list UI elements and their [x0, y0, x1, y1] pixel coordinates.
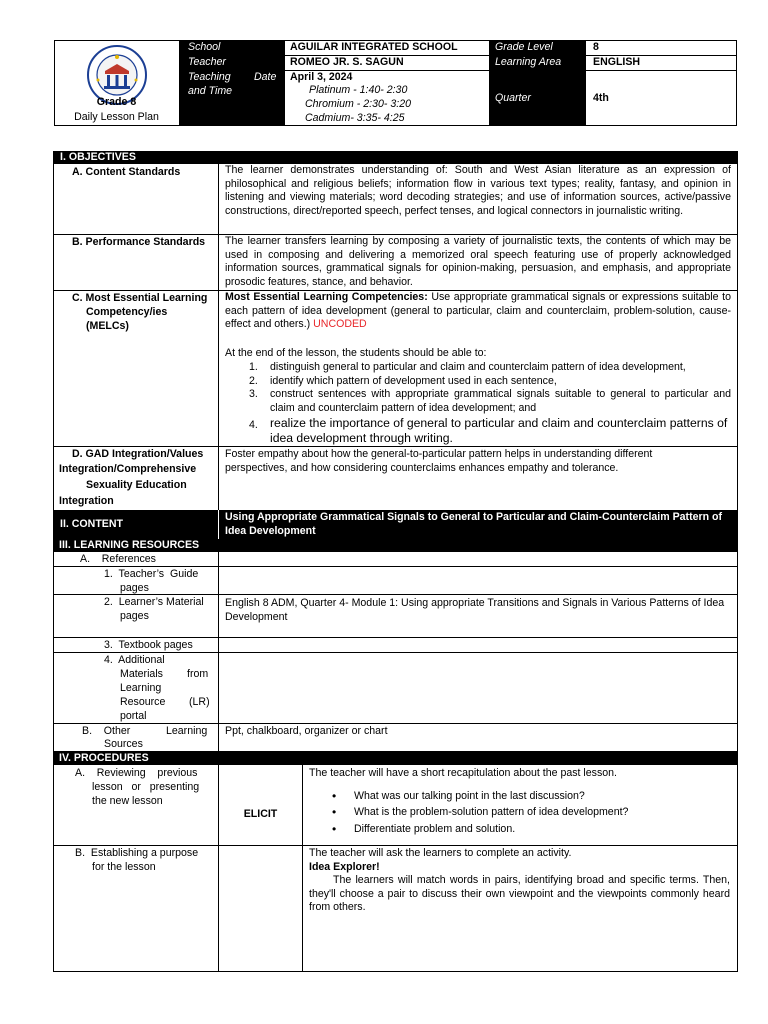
melcs-label-2: Competency/ies	[86, 306, 168, 318]
other-label-1: B. Other	[82, 725, 131, 737]
learning-area-value: ENGLISH	[593, 56, 641, 68]
proc-b-text: The learners will match words in pairs, identifying broad and specific terms. Then, they'll choose a pair to discuss their own viewpoint and the viewpoints commonly heard from others.	[309, 874, 730, 914]
quarter-value: 4th	[593, 92, 609, 104]
proc-b-label-2: for the lesson	[92, 861, 156, 873]
procedures-heading: IV. PROCEDURES	[59, 752, 149, 764]
tg-label-2: pages	[120, 582, 149, 594]
label-grade-level: Grade Level	[495, 41, 553, 53]
time-platinum: Platinum - 1:40- 2:30	[309, 84, 408, 96]
lm-value: English 8 ADM, Quarter 4- Module 1: Using appropriate Transitions and Signals in Various Patterns of Idea Development	[225, 597, 725, 623]
references-label: A. References	[80, 553, 156, 565]
proc-b-title: Idea Explorer!	[309, 861, 380, 873]
proc-a-intro: The teacher will have a short recapitulation about the past lesson.	[309, 767, 617, 779]
procedures-heading-row	[53, 751, 738, 765]
performance-standards-text: The learner transfers learning by composing a variety of journalistic texts, the contents of which may be used in composing and delivering a memorized oral speech featuring use of properly acknowledged information sources, grammatical signals for opinion-making, persuasion, and emphasis, and appropriate prosodic features, stance, and behavior.	[225, 235, 731, 288]
am-label-3: Learning	[120, 682, 162, 694]
performance-standards-label: B. Performance Standards	[72, 236, 206, 248]
am-label-5: portal	[120, 710, 147, 722]
content-standards-label: A. Content Standards	[72, 166, 181, 178]
label-date: Date	[254, 71, 277, 83]
gad-label-1: D. GAD Integration/Values	[72, 448, 204, 460]
proc-a-label-1: A. Reviewing previous	[75, 767, 198, 779]
lm-label-1: 2. Learner’s Material	[104, 596, 204, 608]
content-topic: Using Appropriate Grammatical Signals to General to Particular and Claim-Counterclaim Pattern of Idea Development	[225, 511, 723, 537]
label-quarter: Quarter	[495, 92, 531, 104]
label-teacher: Teacher	[188, 56, 226, 68]
end-item-4: 4. realize the importance of general to particular and claim and counterclaim patterns of idea development through writing.	[249, 416, 728, 445]
teacher-name: ROMEO JR. S. SAGUN	[290, 56, 404, 68]
lesson-date: April 3, 2024	[290, 71, 353, 83]
am-label-2: Materials	[120, 668, 163, 680]
proc-a-item-1: • What was our talking point in the last discussion?	[332, 789, 585, 803]
grade-level-value: 8	[593, 41, 599, 53]
am-label-4: Resource	[120, 696, 166, 708]
tg-label-1: 1. Teacher’s Guide	[104, 568, 199, 580]
objectives-heading: I. OBJECTIVES	[53, 151, 738, 164]
time-chromium: Chromium - 2:30- 3:20	[305, 98, 411, 110]
content-standards-text: The learner demonstrates understanding of: South and West Asian literature as an expression of philosophical and religious beliefs; information flow in various text types; reality, fantasy, and opinion in listening and viewing materials; word decoding strategies; and use of information sources, active/passive constructions, direct/reported speech, perfect tenses, and logical connectors in journalistic writing.	[225, 164, 731, 217]
school-name: AGUILAR INTEGRATED SCHOOL	[290, 41, 458, 53]
doc-type: Daily Lesson Plan	[74, 111, 159, 123]
tb-label: 3. Textbook pages	[104, 639, 193, 651]
label-and-time: and Time	[188, 85, 233, 97]
lm-label-2: pages	[120, 610, 149, 622]
am-label-4b: (LR)	[189, 696, 210, 708]
proc-a-phase: ELICIT	[243, 808, 278, 820]
resources-heading: III. LEARNING RESOURCES	[59, 539, 200, 551]
doc-grade: Grade 8	[96, 96, 137, 108]
proc-a-item-2: • What is the problem-solution pattern of idea development?	[332, 805, 629, 819]
am-label-1: 4. Additional	[104, 654, 165, 666]
other-value: Ppt, chalkboard, organizer or chart	[225, 725, 388, 737]
melcs-text: Most Essential Learning Competencies: Use appropriate grammatical signals or expressions suitable to each pattern of idea development (general to particular, claim and counterclaim, problem-solution, cause-effect and others.) UNCODED	[225, 291, 731, 331]
end-item-3: 3. construct sentences with appropriate grammatical signals suitable to general to particular and claim and counterclaim pattern of idea development; and	[249, 388, 731, 414]
proc-b-intro: The teacher will ask the learners to complete an activity.	[309, 847, 572, 859]
gad-text: Foster empathy about how the general-to-particular pattern helps in understanding different perspectives, and how considering counterclaims enhances empathy and tolerance.	[225, 448, 653, 474]
melcs-code: UNCODED	[313, 318, 367, 331]
other-label-1b: Learning	[166, 725, 208, 737]
gad-label-4: Integration	[59, 495, 114, 507]
melcs-label-1: C. Most Essential Learning	[72, 292, 208, 304]
end-item-1: 1. distinguish general to particular and claim and counterclaim pattern of idea development,	[249, 361, 686, 373]
label-learning-area: Learning Area	[495, 56, 562, 68]
melcs-label-3: (MELCs)	[86, 320, 129, 332]
label-school: School	[188, 41, 221, 53]
am-label-2b: from	[187, 668, 209, 680]
proc-a-item-3: • Differentiate problem and solution.	[332, 822, 516, 836]
time-cadmium: Cadmium- 3:35- 4:25	[305, 112, 405, 124]
gad-label-2: Integration/Comprehensive	[59, 463, 197, 475]
label-teaching: Teaching	[188, 71, 231, 83]
proc-a-label-2: lesson or presenting	[92, 781, 200, 793]
end-item-2: 2. identify which pattern of development used in each sentence,	[249, 375, 557, 387]
content-heading: II. CONTENT	[60, 518, 123, 530]
proc-b-label-1: B. Establishing a purpose	[75, 847, 199, 859]
gad-label-3: Sexuality Education	[86, 479, 187, 491]
proc-a-label-3: the new lesson	[92, 795, 163, 807]
other-label-2: Sources	[104, 738, 143, 750]
end-intro: At the end of the lesson, the students should be able to:	[225, 347, 487, 359]
